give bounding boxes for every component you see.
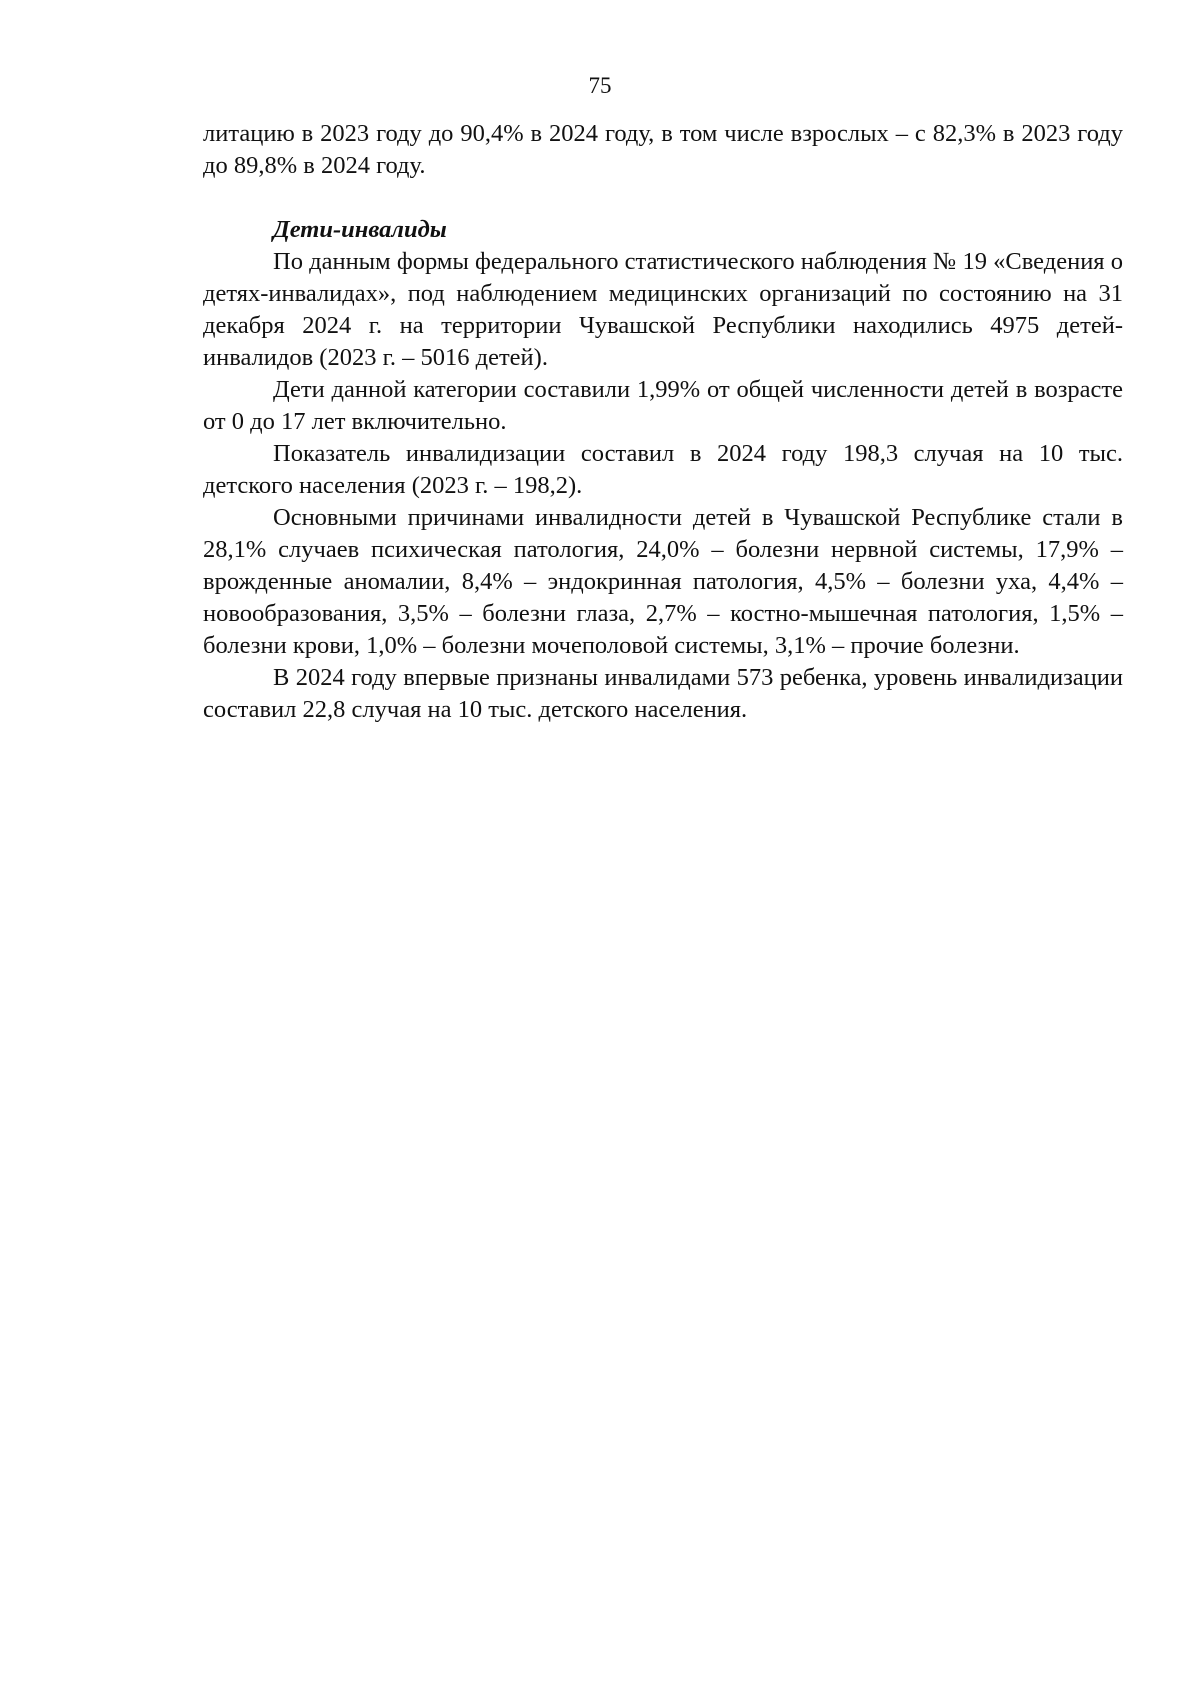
body-text [203, 118, 1123, 726]
paragraph-causes: Основными причинами инвалидности детей в Чувашской Республике стали в 28,1% случаев психическая патология, 24,0% – болезни нервной системы, 17,9% – врожденные аномалии, 8,4% – эндокринная патология, 4,5% – болезни уха, 4,4% – новообразования, 3,5% – болезни глаза, 2,7% – костно-мышечная патология, 1,5% – болезни крови, 1,0% – болезни мочеполовой системы, 3,1% – прочие болезни. [203, 504, 1123, 659]
paragraph-first-time: В 2024 году впервые признаны инвалидами 573 ребенка, уровень инвалидизации составил 22,8 случая на 10 тыс. детского населения. [203, 664, 1123, 723]
page-number: 75 [588, 73, 612, 98]
paragraph-share-of-children: Дети данной категории составили 1,99% от общей численности детей в возрасте от 0 до 17 лет включительно. [203, 376, 1123, 435]
paragraph-statistics-source: По данным формы федерального статистического наблюдения № 19 «Сведения о детях-инвалидах», под наблюдением медицинских организаций по состоянию на 31 декабря 2024 г. на территории Чувашской Республики находились 4975 детей-инвалидов (2023 г. – 5016 детей). [203, 248, 1123, 371]
paragraph-disability-rate: Показатель инвалидизации составил в 2024 году 198,3 случая на 10 тыс. детского населения (2023 г. – 198,2). [203, 440, 1123, 499]
section-heading: Дети-инвалиды [273, 216, 447, 243]
continued-paragraph: литацию в 2023 году до 90,4% в 2024 году, в том числе взрослых – с 82,3% в 2023 году до 89,8% в 2024 году. [203, 120, 1123, 179]
